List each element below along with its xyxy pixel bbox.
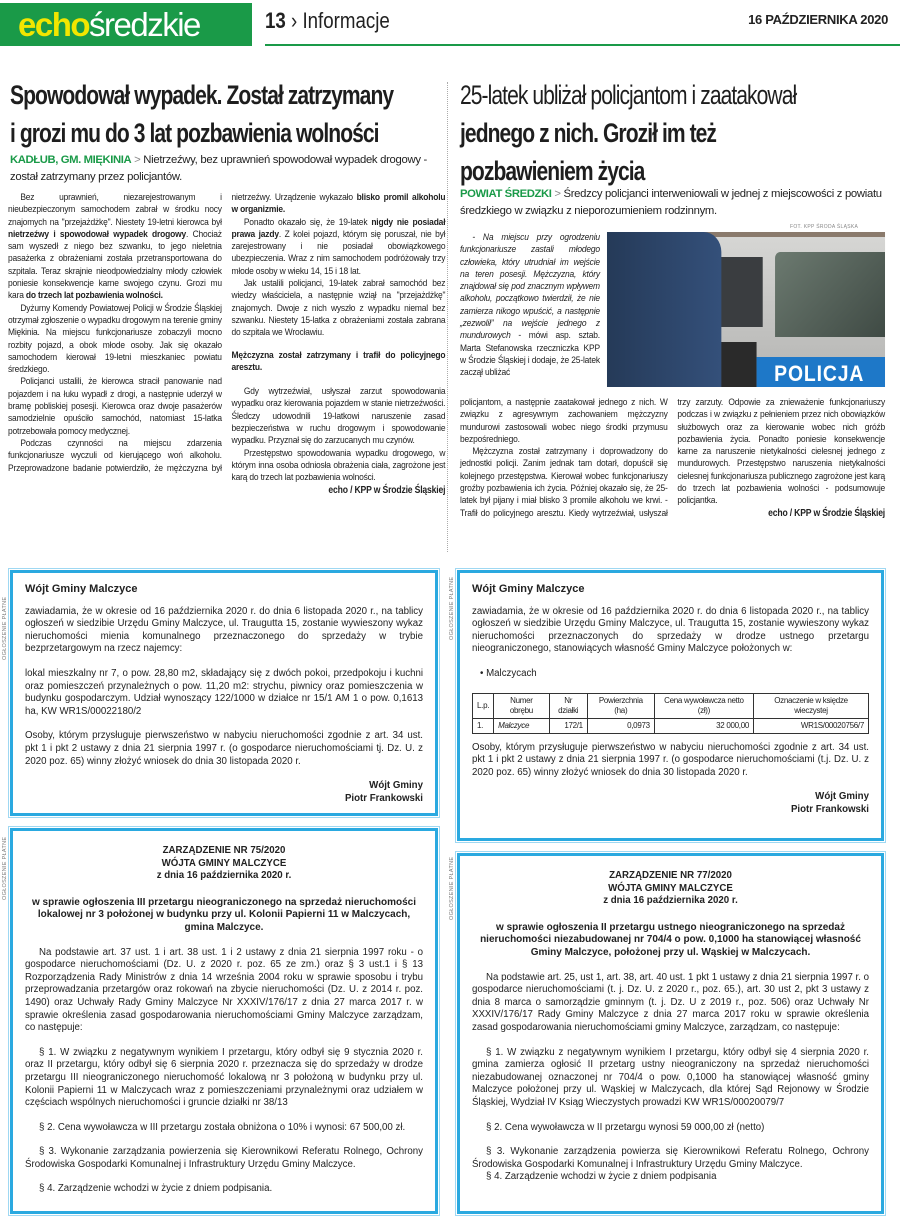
lead-text: Średzcy policjanci interweniowali w jednej z miejscowości z powiatu średzkiego w związku z nieporozumieniem rodzinnym. [460,188,882,217]
column-header: L.p. [473,693,494,718]
paid-ad-label: OGŁOSZENIE PŁATNE [449,576,455,640]
paragraph [232,278,446,339]
table-cell: 172/1 [549,718,587,733]
text: policjantom, a następnie zaatakował jednego z nich. W związku z agresywnym zachowaniem mężczyzny mundurowi zastosowali wobec niego środki przymusu bezpośredniego. [460,397,668,445]
article2-paragraphs [460,397,885,520]
table-cell: WR1S/00020756/7 [754,718,869,733]
page-header [265,8,390,34]
paid-ad-label: OGŁOSZENIE PŁATNE [449,856,455,920]
article2-headline [460,76,796,190]
text: Dyżurny Komendy Powiatowej Policji w Środzie Śląskiej otrzymał zgłoszenie o wypadku drogowym na terenie gminy Miękinia. Na miejscu funkcjonariusze zobaczyli mocno rozbity pojazd, a obok młode osoby. Jak się okazało samochodem kierował 19-letni mieszkaniec powiatu średzkiego. [8,302,222,376]
subheading [232,350,446,375]
ordinance-issuer: WÓJTA GMINY MALCZYCE [161,857,287,869]
table-header-row [473,693,869,718]
logo-rest: średzkie [89,6,200,43]
table-cell: Malczyce [494,718,549,733]
paragraph [232,448,446,485]
headline-line: 25-latek ubliżał policjantom i zaatakował [460,80,797,110]
lead-text: Nietrzeźwy, bez uprawnień spowodował wypadek drogowy - został zatrzymany przez policjantów. [10,154,428,183]
paid-ad-label: OGŁOSZENIE PŁATNE [2,596,8,660]
ad-paragraph: Osoby, którym przysługuje pierwszeństwo w nabyciu nieruchomości zgodnie z art. 34 ust. pkt 1 i pkt 2 ustawy z dnia 21 sierpnia 1997 r. (o gospodarce nieruchomościami tj. Dz. U. z 2020 poz. 65) winny złożyć wniosek do dnia 30 listopada 2020 r. [25,730,423,767]
bold-text: nigdy nie posiadał prawa jazdy [231,216,446,240]
ad-bullet: • Malczycach [480,667,537,679]
ordinance-date: z dnia 16 października 2020 r. [156,870,292,882]
ad-notice-2 [457,570,884,841]
article1-signature: echo / KPP w Środzie Śląskiej [328,484,446,496]
article2-body [460,397,885,520]
text: Bez uprawnień, niezarejestrowanym i nieubezpieczonym samochodem zabrał w środku nocy znajomych na "przejażdżkę". Niestety 19-letni kierowca był [8,192,222,228]
ad-signature-name: Piotr Frankowski [790,803,869,815]
article1-lead [10,152,430,186]
column-header: Oznaczenie w księdze wieczystej [754,693,869,718]
paragraph [232,386,446,447]
text: - mówi asp. sztab. Marta Stefanowska rzeczniczka KPP w Środzie Śląskiej i dodaje, że 25-latek zaczął ubliżać [460,330,600,379]
text: Ponadto okazało się, że 19-latek [243,216,372,228]
column-header: Numer obrębu [494,693,549,718]
ad-paragraph: lokal mieszkalny nr 7, o pow. 28,80 m2, składający się z dwóch pokoi, przedpokoju i kuchni oraz pomieszczeń przynależnych o pow. 11,20 m2: strychu, piwnicy oraz pomieszczenia w budynku gospodarczym. Udział wynoszący 122/1000 w działce nr 15/1 AM 1 o pow. 0,1613 ha, KW WR1S/00022180/2 [25,667,423,717]
paragraph [8,303,222,377]
paid-ad-label: OGŁOSZENIE PŁATNE [2,836,8,900]
ordinance-date: z dnia 16 października 2020 r. [603,895,738,907]
ad-ordinance-77 [457,853,884,1214]
text: Przestępstwo spowodowania wypadku drogowego, w którym inna osoba odniosła obrażenia ciała, zagrożone jest karą do trzech lat pozbawienia wolności. [231,447,446,484]
ordinance-section: § 4. Zarządzenie wchodzi w życie z dniem podpisania [486,1171,717,1183]
ad-signature-role: Wójt Gminy [815,791,869,803]
column-header: Powierzchnia (ha) [587,693,654,718]
photo-credit: FOT. KPP ŚRODA ŚLĄSKA [790,224,859,230]
ordinance-section: § 3. Wykonanie zarządzenia powierza się Kierownikowi Referatu Rolnego, Ochrony Środowiska Gospodarki Komunalnej i Infrastruktury Urzędu Gminy Malczyce. [472,1146,869,1170]
paragraph [8,376,222,437]
headline-line: jednego z nich. Groził im też [460,118,717,148]
text: Policjanci ustalili, że kierowca stracił panowanie nad pojazdem i na łuku wypadł z drogi, a następnie uderzył w bramę pobliskiej posesji. Kierowca oraz dwoje pasażerów samodzielnie opuściło samochód, natomiast 15-latka potrzebowała pomocy medycznej. [8,376,222,437]
ordinance-section: § 1. W związku z negatywnym wynikiem I przetargu, który odbył się 9 stycznia 2020 r. oraz II przetargu, który odbył się 6 sierpnia 2020 r. przeznacza się do sprzedaży w drodze przetargu III nieograniczonego nieruchomość lokalową nr 3 położoną w budynku przy ul. Kolonii Papierni 11 w Malczycach wraz z pomieszczeniami przynależnymi oraz udziałem w częściach wspólnych nieruchomości i gruncie działki nr 38/13 [25,1046,423,1109]
ad-ordinance-75 [10,828,438,1214]
headline-line: pozbawieniem życia [460,156,645,186]
article2-content [460,232,885,520]
article1-body [8,192,445,497]
text: - Na miejscu przy ogrodzeniu funkcjonariusze zastali młodego człowieka, który utrudniał im wejście na teren posesji. Mężczyzna, który znajdował się pod znacznym wpływem alkoholu, początkowo twierdził, że nie zamierza nikogo wpuścić, a następnie „zezwolił” na wejście jednego z mundurowych [460,232,600,342]
ordinance-section: § 1. W związku z negatywnym wynikiem I przetargu, który odbył się 4 sierpnia 2020 r. gmina zamierza ogłosić II przetarg ustny nieograniczony na sprzedaż nieruchomości niezabudowanej oznaczonej nr 704/4 o pow. 0,1000 ha stanowiącej własność gminy Malczyce położonej przy ul. Wąskiej w Malczycach, dla której Sąd Rejonowy w Środzie Śląskiej, Wydział IV Ksiąg Wieczystych prowadzi KW WR1S/00020079/7 [472,1046,869,1108]
ordinance-subject: w sprawie ogłoszenia III przetargu nieograniczonego na sprzedaż nieruchomości lokalowej nr 3 położonej w budynku przy ul. Kolonii Papierni 11 w Malczycach, gmina Malczyce. [32,896,416,933]
ad-paragraph: zawiadamia, że w okresie od 16 października 2020 r. do dnia 6 listopada 2020 r., na tablicy ogłoszeń w siedzibie Urzędu Gminy Malczyce, ul. Traugutta 15, zostanie wywieszony wykaz nieruchomości przeznaczonych do sprzedaży w drodze ustnego przetargu nieograniczonego, stanowiących własność Gminy Malczyce położonych w: [472,605,869,655]
ordinance-number: ZARZĄDZENIE NR 77/2020 [609,870,732,881]
text: Gdy wytrzeźwiał, usłyszał zarzut spowodowania wypadku oraz kierowania pojazdem w stanie nietrzeźwości. Śledczy udowodnili 19-latkowi naruszenie zasad bezpieczeństwa w ruchu drogowym i spowodowanie wypadku. Przyznał się do zarzucanych mu czynów. [231,386,446,447]
ad-signature-role: Wójt Gminy [369,780,423,792]
chevron-right-icon: > [134,154,141,166]
ad-paragraph: Osoby, którym przysługuje pierwszeństwo w nabyciu nieruchomości zgodnie z art. 34 ust. pkt 1 i pkt 2 ustawy z dnia 21 sierpnia 1997 r. (o gospodarce nieruchomościami (t.j. Dz. U. z 2020 poz. 65) winny złożyć wniosek do dnia 30 listopada 2020 r. [472,741,869,778]
ordinance-section: § 3. Wykonanie zarządzania powierzenia się Kierownikowi Referatu Rolnego, Ochrony Środowiska Gospodarki Komunalnej i Infrastruktury Urzędu Gminy Malczyce. [25,1146,423,1170]
masthead-logo [0,3,252,46]
location-tag: KADŁUB, GM. MIĘKINIA [10,154,132,166]
column-header: Cena wywoławcza netto (zł)) [654,693,753,718]
paragraph [8,192,222,303]
text: . Chociaż sam wyszedł z niego bez szwanku, to jego nieletnia pasażerka z obrażeniami została przetransportowana do szpitala. Teraz skrajnie nieodpowiedzialny młody człowiek poniesie konsekwencje karne swojego czynu. Grozi mu kara [8,228,222,302]
paragraph [460,397,668,446]
column-header: Nr działki [549,693,587,718]
chevron-right-icon: > [554,188,561,200]
article2-signature: echo / KPP w Środzie Śląskiej [768,507,886,519]
table-row [473,718,869,733]
article1-headline [10,76,393,152]
column-divider [447,82,448,552]
text: Mężczyzna został zatrzymany i doprowadzony do jednostki policji. Zanim jednak tam dotarł, dopuścił się kolejnego przestępstwa. Kierował wobec funkcjonariuszy groźby pozbawienia ich życia. Później okazało się, że 25-latek był pijany i miał blisko 3 promile alkoholu we krwi. - Trafił do policyjnego aresztu. Kiedy wytrzeźwiał, usłyszał trzy zarzuty. Odpowie za znieważenie funkcjonariuszy podczas i w związku z pełnieniem przez nich obowiązków służbowych oraz za kierowanie wobec nich gróźb pozbawienia życia. Ponadto poniesie konsekwencje karne za naruszenie nietykalności cielesnej jednego z mundurowych. Przestępstwo naruszenia nietykalności cielesnej funkcjonariusza publicznego zagrożone jest karą do trzech lat pozbawienia wolności - podsumowuje policjantka. [460,397,886,519]
location-tag: POWIAT ŚREDZKI [460,188,552,200]
ordinance-basis: Na podstawie art. 25, ust 1, art. 38, art. 40 ust. 1 pkt 1 ustawy z dnia 21 sierpnia 1997 r. o gospodarce nieruchomościami (t. j. Dz. U. z 2020 r., poz. 65.), art. 30 ust 2, pkt 3 ustawy z dnia 8 marca o samorządzie gminnym (t. j. Dz. U z 2019 r., poz. 506) oraz Uchwały Nr XXXIV/176/17 Rady Gminy Malczyce z dnia 27 marca 2017 roku w sprawie określenia zasad gospodarowania nieruchomościami gminy Malczyce, zarządzam, co następuje: [472,971,869,1033]
bold-text: blisko promil alkoholu w organizmie. [231,192,446,216]
ordinance-issuer: WÓJTA GMINY MALCZYCE [608,882,733,894]
issue-date: 16 PAŹDZIERNIKA 2020 [748,12,888,27]
ad-title: Wójt Gminy Malczyce [472,583,585,595]
chevron-right-icon: › [291,8,298,33]
headline-line: Spowodował wypadek. Został zatrzymany [10,80,394,110]
header-rule [265,44,900,46]
bold-text: nietrzeźwy i spowodował wypadek drogowy [8,228,186,240]
article2-lead [460,186,890,220]
text: Jak ustalili policjanci, 19-latek zabrał samochód bez wiedzy właściciela, a następnie wziął na "przejażdżkę" znajomych. Dwoje z nich wyszło z wypadku niemal bez szwanku. Niestety 15-latka z obrażeniami została zabrana do szpitala we Wrocławiu. [231,278,446,339]
property-table [472,693,869,734]
headline-line: i grozi mu do 3 lat pozbawienia wolności [10,118,379,148]
ad-signature-name: Piotr Frankowski [344,792,423,804]
text: . Z kolei pojazd, którym się poruszał, nie był zarejestrowany i nie posiadał obowiązkowego ubezpieczenia. Wraz z nim samochodem podróżowały trzy młode osoby w wieku 14, 15 i 18 lat. [231,228,446,277]
table-cell: 0,0973 [587,718,654,733]
bold-text: do trzech lat pozbawienia wolności. [25,290,163,302]
ordinance-section: § 2. Cena wywoławcza w III przetargu została obniżona o 10% i wynosi: 67 500,00 zł. [39,1121,406,1133]
car-lettering: POLICJA [774,361,865,386]
ordinance-basis: Na podstawie art. 37 ust. 1 i art. 38 ust. 1 i 2 ustawy z dnia 21 sierpnia 1997 roku - o gospodarce nieruchomościami (Dz. U. z 2020 r. poz. 65 ze zm.) oraz § 3 ust.1 i § 13 Rozporządzenia Rady Ministrów z dnia 14 września 2004 roku w sprawie sposobu i trybu przeprowadzania przetargów oraz rokowań na zbycie nieruchomości (Dz. U. z 2014 r. poz. 1490) oraz Uchwały Rady Gminy Malczyce Nr XXXIV/176/17 z dnia 27 marca 2017 r. w sprawie określenia zasad gospodarowania nieruchomościami Gminy Malczyce zarządzam, co następuje: [25,946,423,1034]
ad-notice-1 [10,570,438,816]
text: Podczas czynności na miejscu zdarzenia funkcjonariusze wyczuli od kierującego woń alkoholu. Przeprowadzone badanie potwierdziło, że mężczyzna był nietrzeźwy. Urządzenie wykazało [8,192,357,474]
ordinance-section: § 4. Zarządzenie wchodzi w życie z dniem podpisania. [39,1183,273,1195]
police-car-photo [607,232,885,387]
paragraph [232,217,446,278]
section-name: Informacje [302,8,390,33]
ad-title: Wójt Gminy Malczyce [25,583,138,595]
ad-paragraph: zawiadamia, że w okresie od 16 października 2020 r. do dnia 6 listopada 2020 r., na tablicy ogłoszeń w siedzibie Urzędu Gminy Malczyce, ul. Traugutta 15, zostanie wywieszony wykaz nieruchomości mienia komunalnego przeznaczonego do sprzedaży w trybie bezprzetargowym na rzecz najemcy: [25,605,423,655]
ordinance-number: ZARZĄDZENIE NR 75/2020 [162,845,286,856]
article1-paragraphs [8,192,445,497]
text: Mężczyzna został zatrzymany i trafił do policyjnego aresztu. [231,349,446,373]
table-cell: 32 000,00 [654,718,753,733]
ordinance-subject: w sprawie ogłoszenia II przetargu ustnego nieograniczonego na sprzedaż nieruchomości niezabudowanej nr 704/4 o pow. 0,1000 ha stanowiącej własność Gminy Malczyce, położonej przy ul. Wąskiej w Malczycach. [480,921,861,958]
ordinance-section: § 2. Cena wywoławcza w II przetargu wynosi 59 000,00 zł (netto) [486,1121,765,1133]
logo-echo: echo [18,6,90,43]
table-cell: 1. [473,718,494,733]
page-number: 13 [265,8,286,33]
